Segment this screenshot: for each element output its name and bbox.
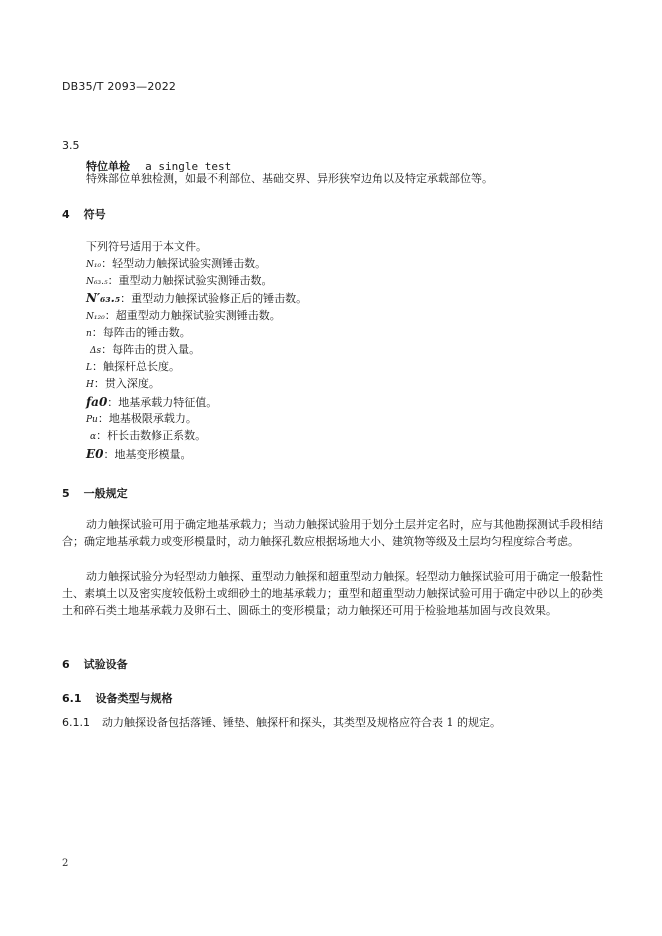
- symbol: fa0: [86, 395, 108, 409]
- symbol-description: ：每阵击的锤击数。: [91, 326, 191, 339]
- symbol-item: [86, 359, 180, 376]
- document-code: DB35/T 2093—2022: [62, 80, 177, 93]
- symbol-description: ：重型动力触探试验实测锤击数。: [107, 274, 273, 287]
- symbol-description: ：地基承载力特征值。: [107, 396, 218, 409]
- subsection-number: 6.1: [62, 692, 82, 705]
- symbol-item: [90, 342, 200, 359]
- symbol: H: [86, 380, 94, 390]
- symbol-description: ：重型动力触探试验修正后的锤击数。: [120, 292, 308, 305]
- symbol: E0: [86, 447, 104, 461]
- symbol: α: [90, 432, 97, 442]
- symbol-description: ：贯入深度。: [93, 377, 160, 390]
- section-heading-5: [62, 485, 128, 501]
- section-title: 一般规定: [83, 487, 128, 500]
- symbol-item: [86, 325, 191, 342]
- paragraph: 动力触探试验可用于确定地基承载力；当动力触探试验用于划分土层并定名时，应与其他勘探测试手段相结合；确定地基承载力或变形模量时，动力触探孔数应根据场地大小、建筑物等级及土层均匀程度综合考虑。: [62, 518, 603, 548]
- clause-text: 动力触探设备包括落锤、锤垫、触探杆和探头，其类型及规格应符合表 1 的规定。: [102, 716, 501, 729]
- symbol-item: [86, 446, 192, 463]
- symbols-intro: 下列符号适用于本文件。: [86, 240, 207, 253]
- symbol: n: [86, 329, 92, 339]
- symbol: N₆₃.₅: [86, 277, 108, 287]
- section-heading-4: [62, 206, 106, 222]
- page-number: 2: [62, 858, 69, 869]
- symbol-description: ：地基极限承载力。: [97, 412, 197, 425]
- symbol: Δs: [90, 346, 102, 356]
- symbol-item: [86, 256, 266, 273]
- symbol-item: [86, 376, 160, 393]
- symbol-item: [86, 394, 217, 411]
- symbol-description: ：每阵击的贯入量。: [101, 343, 201, 356]
- term-definition: 特殊部位单独检测，如最不利部位、基础交界、异形狭窄边角以及特定承载部位等。: [86, 172, 493, 185]
- symbol-description: ：超重型动力触探试验实测锤击数。: [104, 309, 281, 322]
- symbol: N₁₀: [86, 260, 102, 270]
- symbol-item: [86, 273, 273, 290]
- symbol-item: [86, 290, 307, 307]
- symbol-description: ：杆长击数修正系数。: [96, 429, 207, 442]
- term-english: a single test: [145, 160, 232, 173]
- section-title: 试验设备: [83, 658, 128, 671]
- clause-number: 6.1.1: [62, 716, 90, 729]
- section-number: 6: [62, 658, 70, 671]
- symbol-description: ：触探杆总长度。: [91, 360, 180, 373]
- subsection-title: 设备类型与规格: [95, 692, 173, 705]
- term-chinese: 特位单检: [86, 160, 130, 173]
- section-number: 5: [62, 487, 70, 500]
- symbol-item: [86, 308, 281, 325]
- clause-number-3-5: 3.5: [62, 139, 80, 152]
- section-heading-6: [62, 656, 128, 672]
- symbol-description: ：地基变形模量。: [103, 448, 192, 461]
- symbol-item: [90, 428, 206, 445]
- symbol: L: [86, 363, 92, 373]
- clause-6-1-1: [62, 715, 501, 731]
- symbol-item: [86, 411, 197, 428]
- section-number: 4: [62, 208, 70, 221]
- section-title: 符号: [83, 208, 106, 221]
- symbol: N₁₂₀: [86, 312, 105, 322]
- paragraph: 动力触探试验分为轻型动力触探、重型动力触探和超重型动力触探。轻型动力触探试验可用于确定一般黏性土、素填土以及密实度较低粉土或细砂土的地基承载力；重型和超重型动力触探试验可用于确定中砂以上的砂类土和碎石类土地基承载力及卵石土、圆砾土的变形模量；动力触探还可用于检验地基加固与改良效果。: [62, 570, 603, 617]
- subsection-heading-6-1: [62, 690, 173, 706]
- symbol-description: ：轻型动力触探试验实测锤击数。: [101, 257, 267, 270]
- symbol: Pu: [86, 415, 98, 425]
- symbol: N′₆₃.₅: [86, 291, 121, 305]
